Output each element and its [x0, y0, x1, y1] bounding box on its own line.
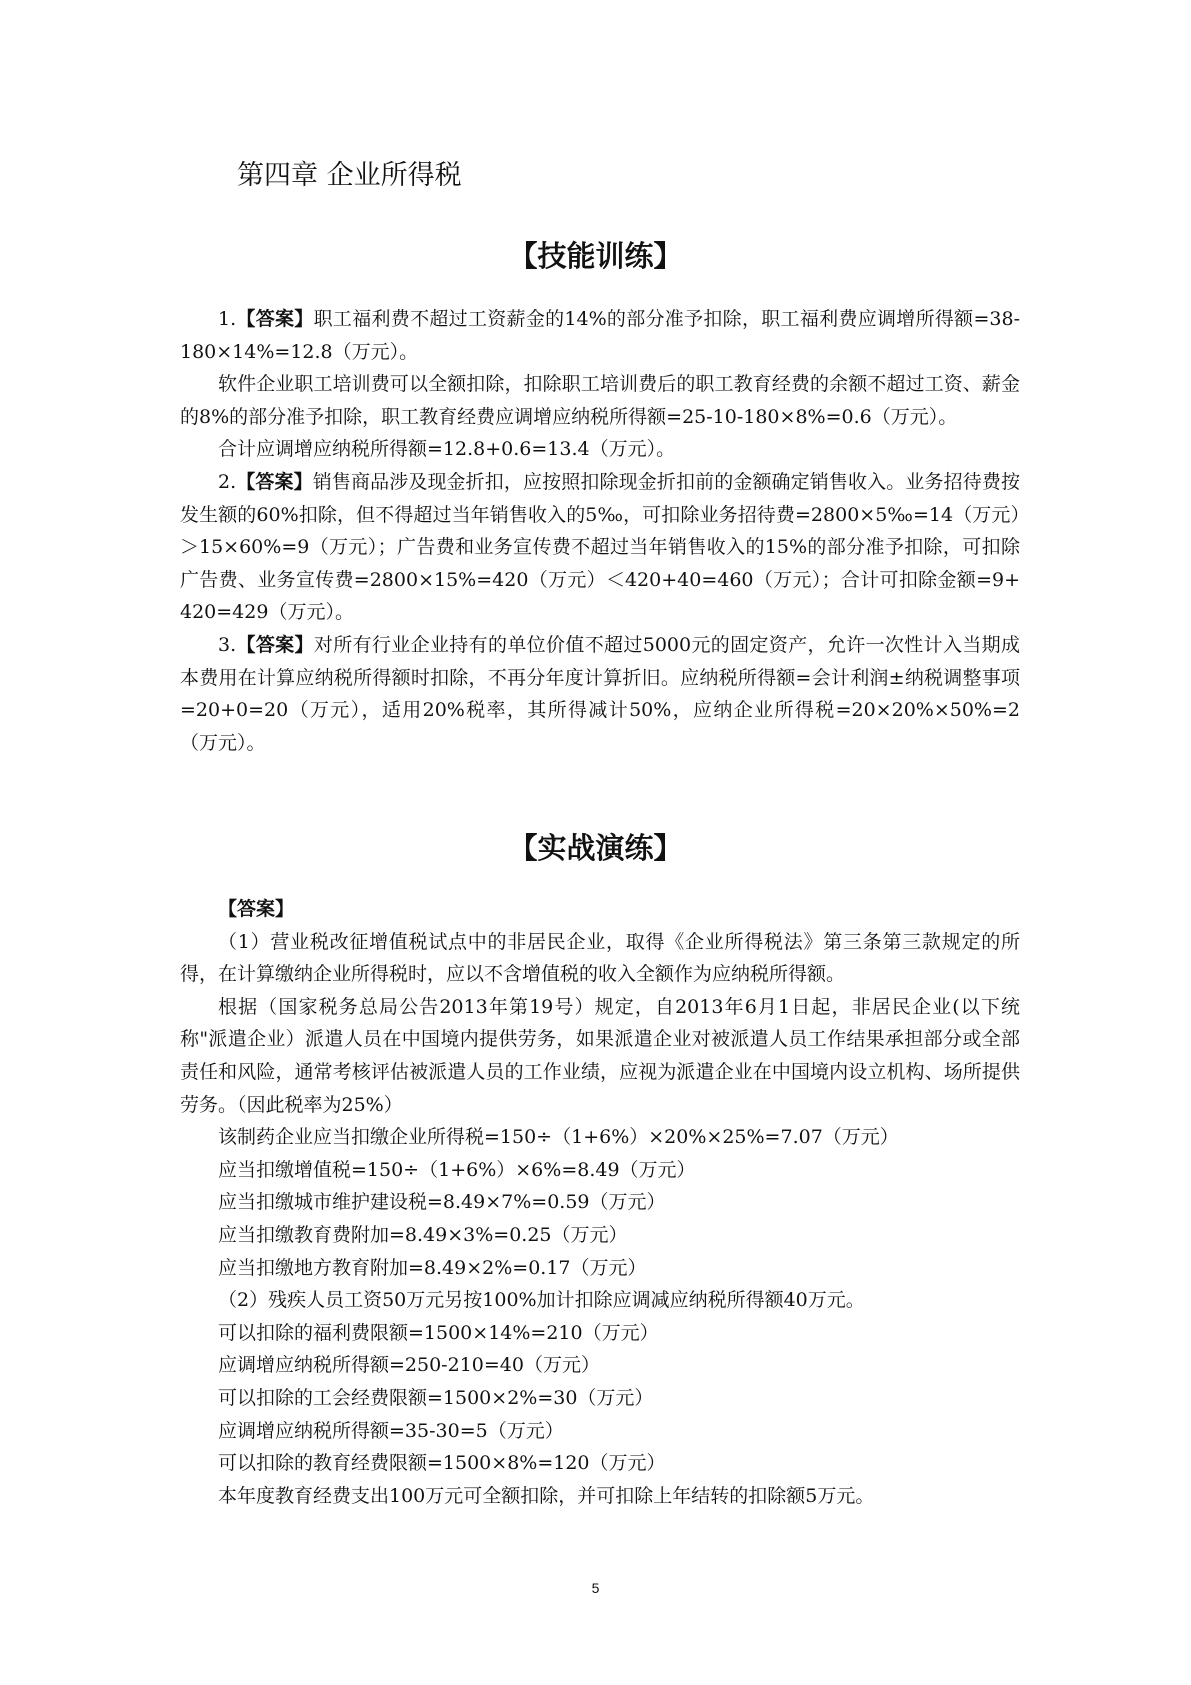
skills-item-1-paragraph-2: 软件企业职工培训费可以全额扣除，扣除职工培训费后的职工教育经费的余额不超过工资、薪金的8%的部分准予扣除，职工教育经费应调增应纳税所得额=25-10-180×8%=0.6（万元）。 [180, 373, 1020, 428]
skills-item-2-paragraph-1 [180, 466, 1020, 629]
practice-line-9: 可以扣除的工会经费限额=1500×2%=30（万元） [218, 1386, 654, 1409]
skills-item-1-paragraph-3: 合计应调增应纳税所得额=12.8+0.6=13.4（万元）。 [218, 438, 676, 461]
practice-line-1: 该制药企业应当扣缴企业所得税=150÷（1+6%）×20%×25%=7.07（万元） [218, 1126, 899, 1149]
answer-text: 职工福利费不超过工资薪金的14%的部分准予扣除，职工福利费应调增所得额=38-180×14%=12.8（万元）。 [180, 308, 1020, 363]
practice-line-3: 应当扣缴城市维护建设税=8.49×7%=0.59（万元） [218, 1191, 666, 1214]
item-number: 1. [218, 308, 237, 330]
answer-label: 【答案】 [236, 470, 313, 493]
section-heading-practice: 【实战演练】 [508, 831, 683, 865]
chapter-title: 第四章 企业所得税 [237, 160, 462, 191]
skills-item-1-paragraph-1 [180, 303, 1020, 368]
answer-label: 【答案】 [236, 308, 314, 330]
practice-answer-label: 【答案】 [218, 898, 295, 920]
answer-text: 销售商品涉及现金折扣，应按照扣除现金折扣前的金额确定销售收入。业务招待费按发生额的60%扣除，但不得超过当年销售收入的5‰，可扣除业务招待费=2800×5‰=14（万元）＞15×60%=9（万元）；广告费和业务宣传费不超过当年销售收入的15%的部分准予扣除，可扣除广告费、业务宣传费=2800×15%=420（万元）＜420+40=460（万元）；合计可扣除金额=9+420=429（万元）。 [180, 470, 1020, 624]
item-number: 3. [218, 633, 237, 656]
practice-line-6: （2）残疾人员工资50万元另按100%加计扣除应调减应纳税所得额40万元。 [218, 1289, 865, 1312]
practice-line-5: 应当扣缴地方教育附加=8.49×2%=0.17（万元） [218, 1256, 647, 1279]
practice-line-4: 应当扣缴教育费附加=8.49×3%=0.25（万元） [218, 1223, 628, 1246]
practice-answers [180, 893, 1020, 1512]
practice-line-11: 可以扣除的教育经费限额=1500×8%=120（万元） [218, 1452, 666, 1475]
skills-item-3-paragraph-1 [180, 629, 1020, 759]
practice-line-7: 可以扣除的福利费限额=1500×14%=210（万元） [218, 1321, 659, 1344]
item-number: 2. [218, 470, 237, 493]
practice-paragraph-2: 根据（国家税务总局公告2013年第19号）规定，自2013年6月1日起，非居民企业(以下统称"派遣企业）派遣人员在中国境内提供劳务，如果派遣企业对被派遣人员工作结果承担部分或全部责任和风险，通常考核评估被派遣人员的工作业绩，应视为派遣企业在中国境内设立机构、场所提供劳务。（因此税率为25%） [180, 995, 1020, 1116]
answer-text: 对所有行业企业持有的单位价值不超过5000元的固定资产，允许一次性计入当期成本费用在计算应纳税所得额时扣除，不再分年度计算折旧。应纳税所得额=会计利润±纳税调整事项=20+0=20（万元），适用20%税率，其所得减计50%，应纳企业所得税=20×20%×50%=2（万元）。 [180, 633, 1020, 754]
page-number: 5 [591, 1580, 600, 1596]
practice-line-10: 应调增应纳税所得额=35-30=5（万元） [218, 1419, 564, 1442]
practice-line-2: 应当扣缴增值税=150÷（1+6%）×6%=8.49（万元） [218, 1158, 696, 1181]
practice-line-8: 应调增应纳税所得额=250-210=40（万元） [218, 1354, 600, 1377]
skills-answers [180, 303, 1020, 759]
practice-paragraph-1: （1）营业税改征增值税试点中的非居民企业，取得《企业所得税法》第三条第三款规定的所得，在计算缴纳企业所得税时，应以不含增值税的收入全额作为应纳税所得额。 [180, 930, 1020, 986]
section-heading-skills: 【技能训练】 [508, 239, 683, 273]
answer-label: 【答案】 [236, 633, 314, 656]
practice-line-12: 本年度教育经费支出100万元可全额扣除，并可扣除上年结转的扣除额5万元。 [218, 1484, 875, 1507]
